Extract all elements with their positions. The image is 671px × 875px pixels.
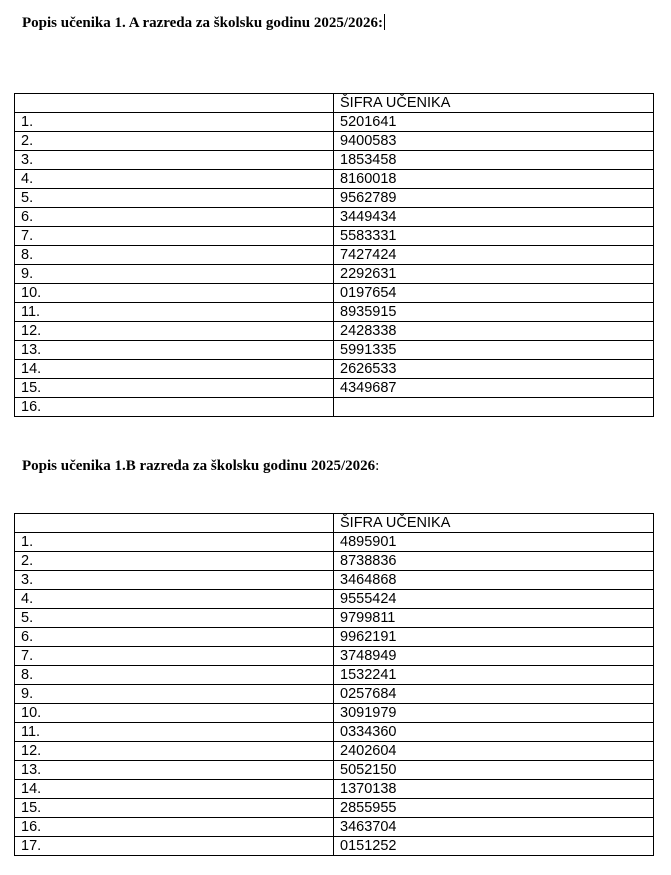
table-row [15,132,654,151]
row-number-cell: 4. [15,590,334,609]
table-row [15,360,654,379]
student-code-cell: 5991335 [334,341,654,360]
table-row [15,685,654,704]
student-code-cell: 3748949 [334,647,654,666]
student-code-cell: 3463704 [334,818,654,837]
student-code-cell: 2626533 [334,360,654,379]
class-a-table-body [15,94,654,417]
student-code-cell: 3091979 [334,704,654,723]
row-number-cell: 10. [15,704,334,723]
student-code-cell: 4349687 [334,379,654,398]
class-b-heading [22,457,379,475]
row-number-cell: 3. [15,571,334,590]
class-b-table-body [15,514,654,856]
table-row [15,322,654,341]
table-row [15,170,654,189]
student-code-cell: 1853458 [334,151,654,170]
text-cursor [384,14,385,30]
row-number-cell: 9. [15,685,334,704]
class-a-heading [22,14,385,32]
row-number-cell: 13. [15,761,334,780]
table-row [15,666,654,685]
student-code-cell: 2428338 [334,322,654,341]
table-row [15,246,654,265]
table-row [15,590,654,609]
row-number-cell: 8. [15,246,334,265]
class-a-student-table [14,93,654,417]
row-number-cell: 17. [15,837,334,856]
row-number-cell: 16. [15,818,334,837]
row-number-cell: 9. [15,265,334,284]
student-code-cell: 0257684 [334,685,654,704]
class-b-heading-title: Popis učenika 1.B razreda za školsku godinu 2025/2026 [22,458,376,474]
student-code-cell: 8160018 [334,170,654,189]
row-number-cell: 7. [15,227,334,246]
student-code-cell: 3449434 [334,208,654,227]
row-number-cell: 6. [15,628,334,647]
table-row [15,208,654,227]
row-number-cell [15,514,334,533]
class-b-heading-suffix: : [375,458,380,474]
row-number-cell: 14. [15,780,334,799]
student-code-cell: 9400583 [334,132,654,151]
row-number-cell: 5. [15,189,334,208]
row-number-cell: 2. [15,552,334,571]
table-row [15,341,654,360]
row-number-cell: 14. [15,360,334,379]
table-row [15,761,654,780]
table-row [15,818,654,837]
row-number-cell: 4. [15,170,334,189]
table-row [15,628,654,647]
student-code-cell: 3464868 [334,571,654,590]
student-code-cell: ŠIFRA UČENIKA [334,514,654,533]
student-code-cell: 8935915 [334,303,654,322]
row-number-cell: 11. [15,303,334,322]
table-row [15,647,654,666]
row-number-cell: 15. [15,379,334,398]
table-row [15,227,654,246]
table-row [15,284,654,303]
table-header-row [15,94,654,113]
table-row [15,189,654,208]
table-row [15,571,654,590]
student-code-cell: 0197654 [334,284,654,303]
row-number-cell: 15. [15,799,334,818]
student-code-cell: 8738836 [334,552,654,571]
row-number-cell: 6. [15,208,334,227]
student-code-cell: 7427424 [334,246,654,265]
table-row [15,609,654,628]
row-number-cell: 2. [15,132,334,151]
table-row [15,151,654,170]
row-number-cell: 12. [15,742,334,761]
table-row [15,723,654,742]
table-header-row [15,514,654,533]
class-b-student-table [14,513,654,856]
student-code-cell: 5583331 [334,227,654,246]
table-row [15,837,654,856]
row-number-cell [15,94,334,113]
student-code-cell: 9555424 [334,590,654,609]
row-number-cell: 1. [15,113,334,132]
table-row [15,780,654,799]
student-code-cell: 2292631 [334,265,654,284]
row-number-cell: 13. [15,341,334,360]
student-code-cell: 1532241 [334,666,654,685]
student-code-cell: 0334360 [334,723,654,742]
student-code-cell: 5052150 [334,761,654,780]
student-code-cell: 9562789 [334,189,654,208]
table-row [15,552,654,571]
row-number-cell: 3. [15,151,334,170]
student-code-cell: 9962191 [334,628,654,647]
table-row [15,533,654,552]
table-row [15,398,654,417]
row-number-cell: 5. [15,609,334,628]
row-number-cell: 16. [15,398,334,417]
row-number-cell: 10. [15,284,334,303]
student-code-cell: 5201641 [334,113,654,132]
table-row [15,704,654,723]
student-code-cell: 2402604 [334,742,654,761]
student-code-cell: 9799811 [334,609,654,628]
table-row [15,379,654,398]
student-code-cell: 1370138 [334,780,654,799]
table-row [15,799,654,818]
student-code-cell: ŠIFRA UČENIKA [334,94,654,113]
student-code-cell: 4895901 [334,533,654,552]
class-a-heading-suffix: : [378,15,384,31]
table-row [15,303,654,322]
table-row [15,265,654,284]
table-row [15,113,654,132]
row-number-cell: 11. [15,723,334,742]
student-code-cell: 0151252 [334,837,654,856]
class-a-heading-title: Popis učenika 1. A razreda za školsku godinu 2025/2026 [22,15,379,31]
row-number-cell: 7. [15,647,334,666]
row-number-cell: 1. [15,533,334,552]
row-number-cell: 12. [15,322,334,341]
table-row [15,742,654,761]
row-number-cell: 8. [15,666,334,685]
student-code-cell [334,398,654,417]
student-code-cell: 2855955 [334,799,654,818]
